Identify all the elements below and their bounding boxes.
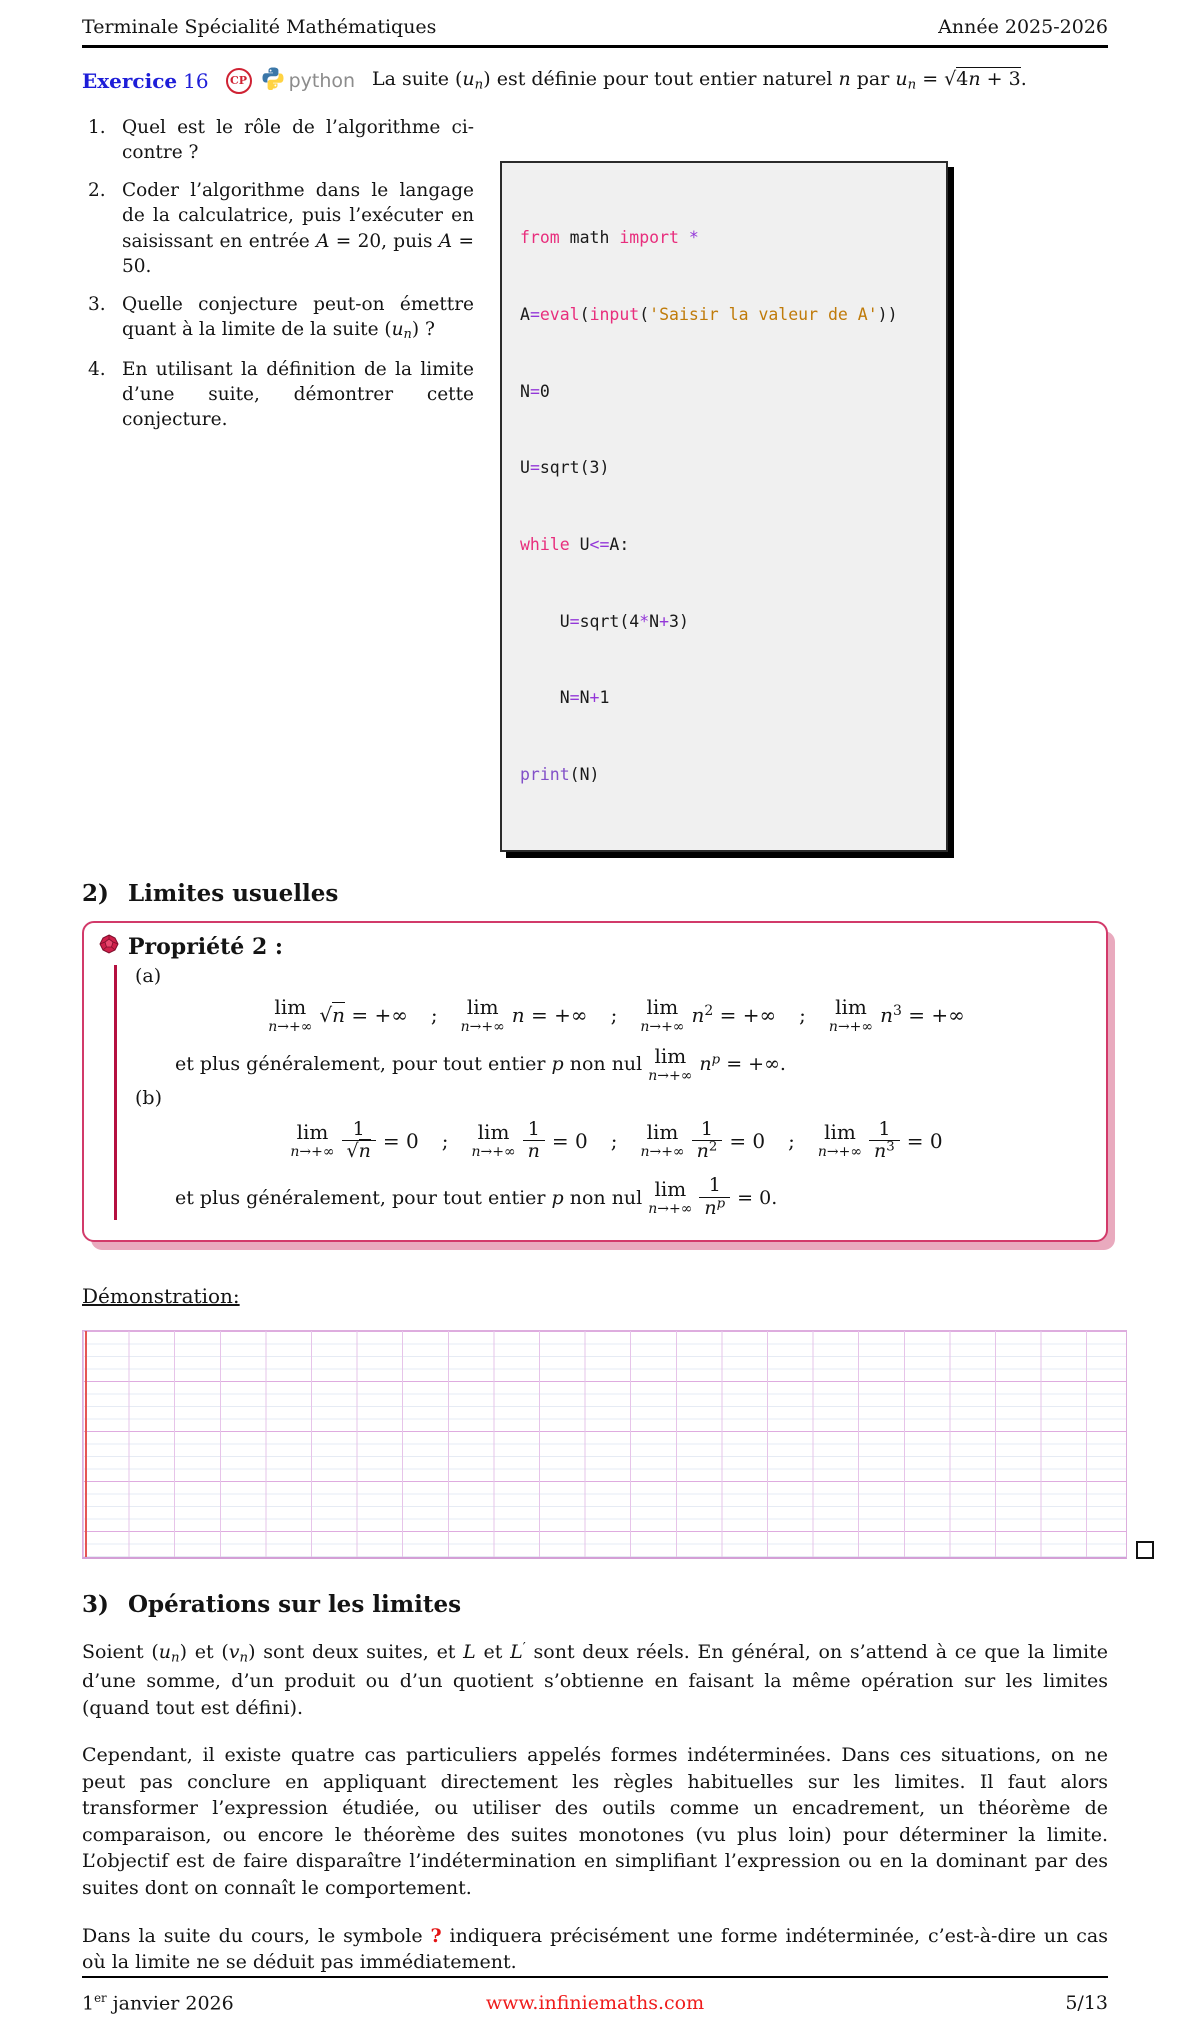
code-line: print(N) [520, 764, 600, 784]
python-wordmark: python [288, 69, 356, 92]
general-case-b: et plus généralement, pour tout entier p non nul lim n→+∞ $\frac{1}{n^p}$ = 0. [175, 1174, 778, 1220]
ruled-grid-paper [82, 1330, 1127, 1559]
item-number: 2. [88, 180, 106, 202]
limit-expression: lim n→+∞ n = +∞ [460, 994, 588, 1035]
paragraph: Soient (un) et (vn) sont deux suites, et L et L′ sont deux réels. En général, on s’attend à ce que la limite d’une somme, d’un produit ou d’un quotient s’obtienne en faisant la même opération sur les limites (quand tout est défini). [82, 1640, 1108, 1719]
code-line: N=0 [520, 381, 550, 401]
list-item [82, 357, 474, 432]
code-line: from math import * [520, 228, 699, 248]
item-number: 1. [88, 117, 106, 138]
list-item [82, 115, 474, 165]
limits-row-a [147, 994, 1086, 1035]
demonstration-label: Démonstration: [82, 1284, 240, 1308]
exercise-intro-text: La suite (un) est définie pour tout entier naturel n par un = √4n + 3. [372, 68, 1027, 93]
property-title: Propriété 2 : [128, 933, 284, 960]
limit-expression: lim n→+∞ $n^3$ = +∞ [828, 994, 965, 1035]
item-text: Coder l’algorithme dans le langage de la calculatrice, puis l’exécuter en saisissant en entrée A = 20, puis A = 50. [122, 180, 474, 277]
item-text: Quel est le rôle de l’algorithme ci-contre ? [122, 117, 474, 164]
code-line: U=sqrt(3) [520, 458, 610, 478]
question-list [82, 115, 474, 852]
separator: ; [610, 1128, 618, 1153]
exercise-title-row [82, 66, 1108, 95]
python-code-block [500, 161, 948, 852]
property-2-box [82, 921, 1108, 1242]
property-box-body [114, 965, 1086, 1220]
item-number: 4. [88, 358, 106, 380]
separator: ; [441, 1128, 449, 1153]
page-footer [82, 1976, 1108, 2014]
paragraph: Dans la suite du cours, le symbole ? indiquera précisément une forme indéterminée, c’est-à-dire un cas où la limite ne se déduit pas immédiatement. [82, 1924, 1108, 1974]
gem-icon [98, 933, 120, 961]
separator: ; [610, 1003, 618, 1028]
separator: ; [788, 1128, 795, 1153]
limit-expression: lim n→+∞ $\frac{1}{n^2}$ = 0 [640, 1117, 766, 1163]
qed-square [1136, 1541, 1154, 1559]
general-case-a: et plus généralement, pour tout entier p non nul lim n→+∞ $n^p$ = +∞. [175, 1043, 786, 1084]
demonstration-area [82, 1330, 1154, 1559]
exercise-label: Exercice [82, 68, 178, 93]
limit-expression: lim n→+∞ √n = +∞ [268, 994, 408, 1035]
section-title: Opérations sur les limites [128, 1591, 462, 1618]
item-text: En utilisant la définition de la limite d’une suite, démontrer cette conjecture. [122, 358, 474, 431]
property-box-header [98, 933, 1086, 961]
header-course-title: Terminale Spécialité Mathématiques [82, 16, 437, 38]
item-a-label: (a) [135, 964, 162, 987]
code-line: while U<=A: [520, 534, 630, 554]
item-number: 3. [88, 293, 106, 315]
code-line: N=N+1 [520, 688, 610, 708]
separator: ; [799, 1003, 806, 1028]
section-2-heading [82, 880, 1108, 907]
section-number: 3) [82, 1591, 109, 1618]
limit-expression: lim n→+∞ $\frac{1}{n}$ = 0 [471, 1117, 588, 1163]
paragraph: Cependant, il existe quatre cas particuliers appelés formes indéterminées. Dans ces situations, on ne peut pas conclure en appliquant directement les règles habituelles sur les limites. Il faut alors transformer l’expression étudiée, ou utiliser des outils comme un encadrement, un théorème de comparaison, ou encore le théorème des suites monotones (vu plus loin) pour déterminer la limite. L’objectif est de faire disparaître l’indétermination en simplifiant l’expression ou en la dominant par des suites dont on connaît le comportement. [82, 1744, 1108, 1900]
section-3-heading [82, 1591, 1108, 1618]
exercise-body [82, 115, 1108, 852]
python-icon [261, 66, 285, 95]
python-logo [261, 66, 355, 95]
exercise-number: 16 [183, 68, 209, 93]
page-header [82, 0, 1108, 48]
footer-website-link[interactable]: www.infiniemaths.com [485, 1992, 705, 2015]
item-b-label: (b) [135, 1086, 162, 1109]
item-text: Quelle conjecture peut-on émettre quant à la limite de la suite (un) ? [122, 293, 474, 343]
limit-expression: lim n→+∞ $\frac{1}{n^3}$ = 0 [817, 1117, 943, 1163]
header-school-year: Année 2025-2026 [938, 16, 1108, 38]
footer-page-number: 5/13 [1065, 1992, 1108, 2015]
limits-row-b [147, 1119, 1086, 1164]
section-number: 2) [82, 879, 109, 907]
separator: ; [430, 1003, 438, 1028]
section-title: Limites usuelles [128, 879, 339, 907]
code-line: U=sqrt(4*N+3) [520, 611, 689, 631]
code-column [500, 161, 948, 852]
limit-expression: lim n→+∞ $n^2$ = +∞ [640, 994, 777, 1035]
limit-expression: lim n→+∞ $\frac{1}{√n}$ = 0 [290, 1117, 419, 1163]
list-item [82, 178, 474, 279]
list-item [82, 292, 474, 344]
footer-date: 1er janvier 2026 [82, 1990, 234, 2015]
cp-badge-icon: CP [226, 68, 252, 94]
code-line: A=eval(input('Saisir la valeur de A')) [520, 304, 898, 324]
